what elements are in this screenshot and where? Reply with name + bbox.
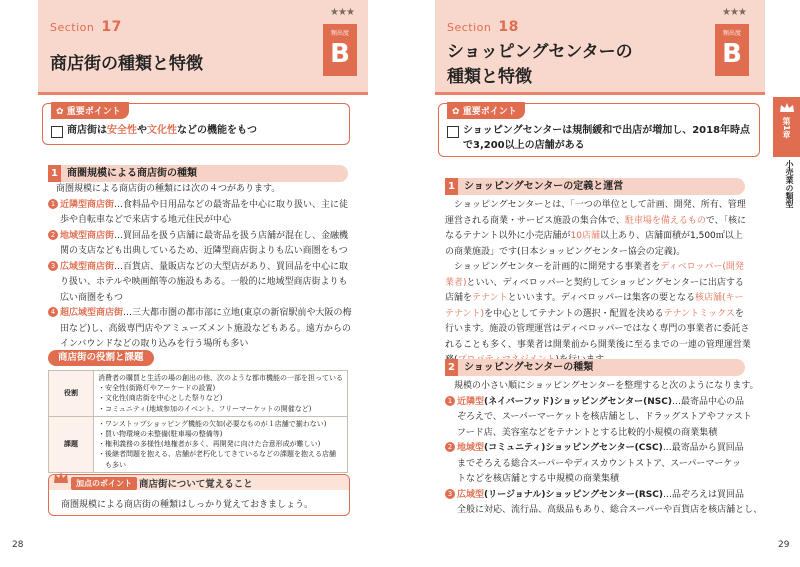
key-point-tag: ✿ 重要ポイント [447, 102, 525, 119]
bonus-point-title: 商店街について覚えること [139, 479, 253, 490]
heading-sc-definition: 1 ショッピングセンターの定義と運営 [445, 178, 745, 195]
key-point-box [42, 103, 350, 145]
crown-icon [53, 470, 69, 486]
heading-commercial-area: 1 商圏規模による商店街の種類 [48, 165, 348, 182]
heading-sc-types: 2 ショッピングセンターの種類 [445, 359, 745, 376]
key-point-tag: ✿ 重要ポイント [51, 102, 129, 119]
shopping-street-types: 商圏規模による商店街の種類には次の４つがあります。 1 近隣型商店街…食料品や日用品などの最寄品を中心に取り扱い、主に徒 歩や自転車などで来店する地元住民が中心 2 地域型商店街…買回品を扱う店舗に最寄品を扱う店舗が混在し、金融機 関の支店なども出典しているため、近隣型商店街よりも広い商圏をもつ 3 広域型商店街…百貨店、量販店などの大型店があり、買回品を中心に取 り扱い、ホテルや映画館等の施設もある。一般的に地域型商店街よりも 広い商圏をもつ 4 超広域型商店街…三大都市圏の都市部に立地(東京の新宿駅前や大阪の梅 田など)し、高級専門店やアミューズメント施設などもある。遠方からの インバウンドなどの取り込みを行う場所も多い [48, 182, 358, 353]
sc-definition-text: ショッピングセンターとは、「一つの単位として計画、開発、所有、管理 運営される商業・サービス施設の集合体で、駐車場を備えるもので、「核に なるテナント以外に小売店舗が10店舗以上あり、店舗面積が1,500㎡以上 の商業施設」です(日本ショッピングセンター協会の定義)。 ショッピングセンターを計画的に開発する事業者をディベロッパー(開発 業者)といい、ディベロッパーと契約してショッピングセンターに出店する 店舗をテナントといいます。ディベロッパーは集客の要となる核店舗(キー テナント)を中心としてテナントの選択・配置を決めるテナントミックスを 行います。施設の管理運営はディベロッパーではなく専門の事業者に委託さ れることも多く、事業者は開業前から開業後に至るまでの一連の管理運営業 [445, 200, 751, 350]
key-point-box [438, 103, 760, 157]
roles-issues-pill: 商店街の役割と課題 [48, 350, 154, 366]
table-row: 役割 消費者の購買と生活の場の創出の他、次のような都市機能の一部を担っている ・安全性(街路灯やアーケードの設置) ・文化性(商店街を中心とした祭りなど) ・コミュニティ(地域参加のイベント、フリーマーケットの開催など) [49, 371, 348, 417]
bonus-point-box [48, 474, 350, 516]
badge-letter: B [330, 39, 350, 69]
page-title: ショッピングセンターの 種類と特徴 [447, 42, 633, 87]
section-label: Section 17 [50, 19, 122, 35]
stars-icon: ★★★ [722, 7, 746, 18]
chapter-tab[interactable]: 第1章 [773, 97, 800, 157]
stars-icon: ★★★ [330, 7, 354, 18]
sc-types-text: 規模の小さい順にショッピングセンターを整理すると次のようになります。 1 近隣型(ネイバーフッド)ショッピングセンター(NSC)…最寄品中心の品 ぞろえで、スーパーマーケットを核店舗とし、ドラッグストアやファスト フード店、美容室などをテナントとする比較的小規模の商業集積 2 地域型(コミュニティ)ショッピングセンター(CSC)…最寄品から買回品 までそろえる総合スーパーやディスカウントストア、スーパーマーケッ トなどを核店舗とする中規模の商業集積 3 広域型(リージョナル)ショッピングセンター(RSC)…品ぞろえは買回品 全般に対応、流行品、高級品もあり、総合スーパーや百貨店を核店舗とし、 [445, 379, 765, 519]
bonus-point-body: 商圏規模による商店街の種類はしっかり覚えておきましょう。 [61, 500, 314, 510]
checkbox-icon [51, 126, 63, 138]
frequency-badge [323, 7, 357, 76]
badge-letter: B [722, 39, 742, 69]
page-number: 29 [778, 540, 790, 550]
section-header [435, 0, 765, 95]
frequency-badge [715, 7, 749, 76]
roles-issues-table [48, 370, 348, 473]
key-point-text: ショッピングセンターは規制緩和で出店が増加し、2018年時点 で3,200以上の店舗がある [463, 125, 751, 151]
checkbox-icon [447, 126, 459, 138]
table-row: 課題 ・ワンストップショッピング機能の欠如(必要なものが１店舗で揃わない) ・買い物環境の未整備(駐車場の整備等) ・権利義務の多様性(地権者が多く、再開発に向けた合意形成が難しい) ・後継者問題を抱える、店舗が老朽化してきているなどの課題を抱える店舗 も多い [49, 416, 348, 472]
page-title: 商店街の種類と特徴 [50, 54, 203, 74]
badge-label: 頻出度 [330, 30, 349, 37]
bonus-point-tag: 加点のポイント [71, 477, 137, 490]
chapter-title: 小売業の類型 [785, 160, 794, 208]
crown-icon [779, 103, 795, 113]
right-page [400, 0, 800, 567]
section-header [38, 0, 368, 95]
badge-label: 頻出度 [722, 30, 741, 37]
page-number: 28 [12, 540, 24, 550]
section-label: Section 18 [447, 19, 519, 35]
key-point-text: 商店街は安全性や文化性などの機能をもつ [67, 125, 257, 136]
